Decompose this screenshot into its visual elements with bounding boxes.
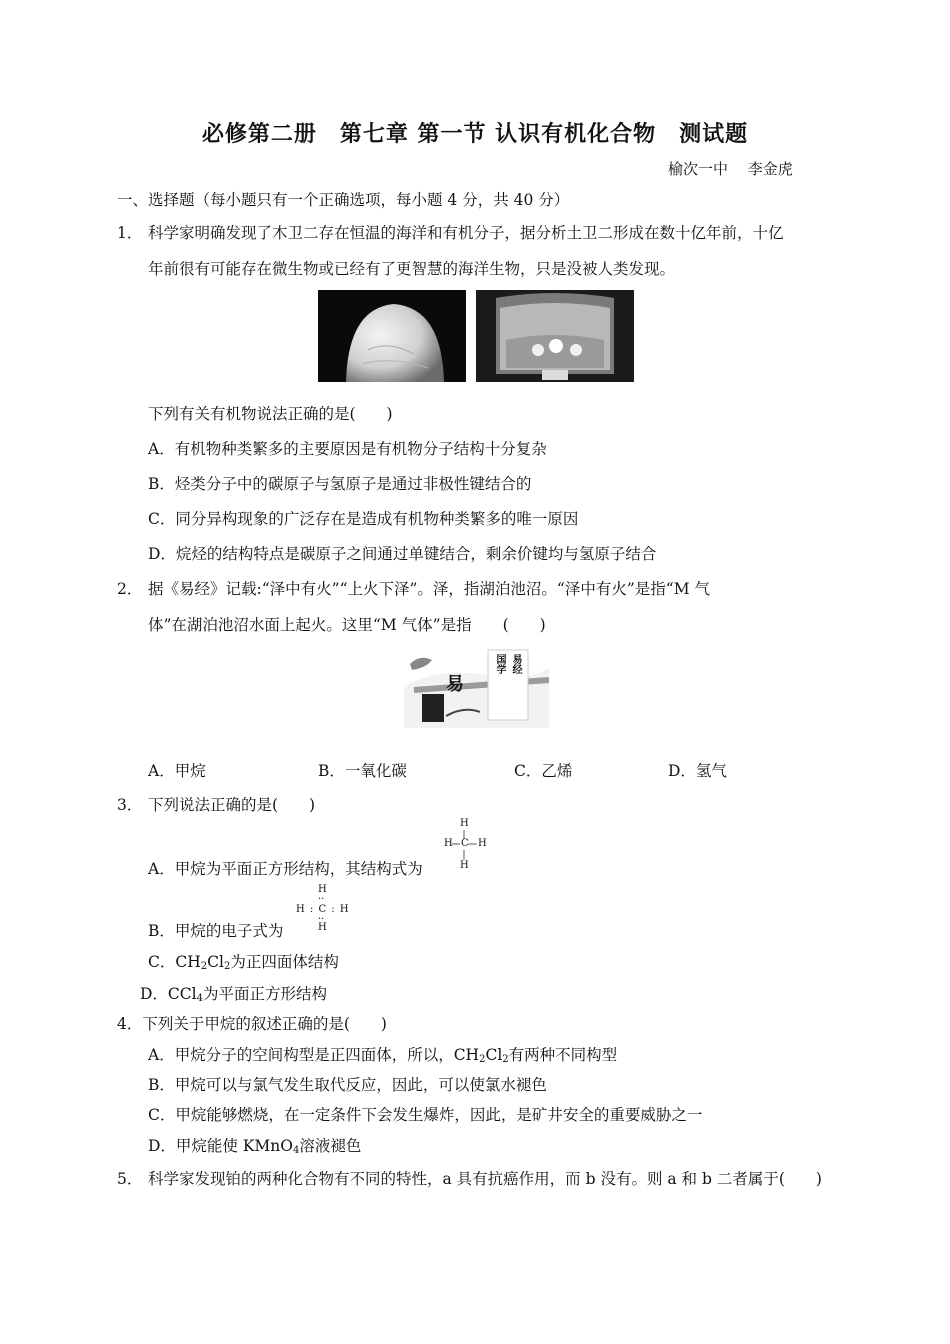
q1-option-d: D．烷烃的结构特点是碳原子之间通过单键结合，剩余价键均与氢原子结合 (148, 545, 657, 563)
q5-number: 5． (117, 1170, 143, 1188)
q3-option-b: B．甲烷的电子式为 (148, 922, 284, 940)
q3-option-a: A．甲烷为平面正方形结构，其结构式为 (148, 860, 423, 878)
q4-stem: 4．下列关于甲烷的叙述正确的是( ) (117, 1015, 387, 1033)
h-right: H (478, 838, 487, 849)
h-left: H (444, 838, 453, 849)
q1-stem: 下列有关有机物说法正确的是( ) (148, 405, 393, 423)
q1-option-a: A．有机物种类繁多的主要原因是有机物分子结构十分复杂 (148, 440, 547, 458)
q5-line1: 科学家发现铂的两种化合物有不同的特性，a 具有抗癌作用，而 b 没有。则 a 和 b 二者属于( ) (148, 1170, 822, 1188)
q3-number: 3． (117, 796, 143, 814)
q4-option-a: A．甲烷分子的空间构型是正四面体，所以，$CH_2Cl_2$有两种不同构型 (148, 1046, 618, 1065)
q4-option-b: B．甲烷可以与氯气发生取代反应，因此，可以使氯水褪色 (148, 1076, 547, 1094)
ocean-illustration (476, 290, 634, 382)
h-top: H (460, 818, 469, 829)
q2-option-c: C．乙烯 (514, 762, 573, 780)
q2-option-a: A．甲烷 (148, 762, 206, 780)
q2-line2: 体”在湖泊池沼水面上起火。这里“M 气体”是指 ( ) (148, 616, 546, 634)
q4-option-d: D．甲烷能使 KMnO$_4$溶液褪色 (148, 1137, 362, 1156)
e-h-top: H (318, 884, 327, 895)
h-bottom: H (460, 860, 469, 871)
q3-stem: 下列说法正确的是( ) (148, 796, 316, 814)
q2-option-d: D．氢气 (668, 762, 727, 780)
q1-line2: 年前很有可能存在微生物或已经有了更智慧的海洋生物，只是没被人类发现。 (148, 260, 676, 278)
ocean-crosssection-image (476, 290, 634, 382)
guoxue-text: 国学 (494, 654, 505, 674)
author: 榆次一中 李金虎 (668, 160, 793, 178)
q3-option-d: D．CCl$_4$为平面正方形结构 (140, 985, 327, 1004)
yijing-text: 易经 (510, 654, 521, 674)
q1-option-b: B．烃类分子中的碳原子与氢原子是通过非极性键结合的 (148, 475, 532, 493)
e-dots-top: ·· (318, 894, 325, 905)
moon-photo (318, 290, 466, 382)
e-dots-bottom: ·· (318, 914, 325, 925)
electron-formula (296, 884, 356, 934)
q1-option-c: C．同分异构现象的广泛存在是造成有机物种类繁多的唯一原因 (148, 510, 579, 528)
q2-option-b: B．一氧化碳 (318, 762, 407, 780)
q2-line1: 据《易经》记载:“泽中有火”“上火下泽”。泽，指湖泊池沼。“泽中有火”是指“M 气 (148, 580, 710, 598)
e-h-bottom: H (318, 922, 327, 933)
structural-formula (444, 818, 490, 872)
section-heading: 一、选择题（每小题只有一个正确选项，每小题 4 分，共 40 分） (117, 191, 570, 209)
q1-number: 1． (117, 224, 143, 242)
yijing-illustration (404, 646, 549, 728)
q3-option-c: C．$CH_2Cl_2$为正四面体结构 (148, 953, 339, 972)
page-title: 必修第二册 第七章 第一节 认识有机化合物 测试题 (201, 122, 749, 147)
q2-number: 2． (117, 580, 143, 598)
e-formula-row: H : C : H (296, 904, 350, 915)
c-center: C (461, 838, 469, 849)
q1-line1: 科学家明确发现了木卫二存在恒温的海洋和有机分子，据分析土卫二形成在数十亿年前，十亿 (148, 224, 784, 242)
yijing-drawing (404, 646, 549, 728)
q4-option-c: C．甲烷能够燃烧，在一定条件下会发生爆炸，因此，是矿井安全的重要威胁之一 (148, 1106, 703, 1124)
yi-character: 易 (446, 674, 464, 695)
moon-illustration (318, 290, 466, 382)
